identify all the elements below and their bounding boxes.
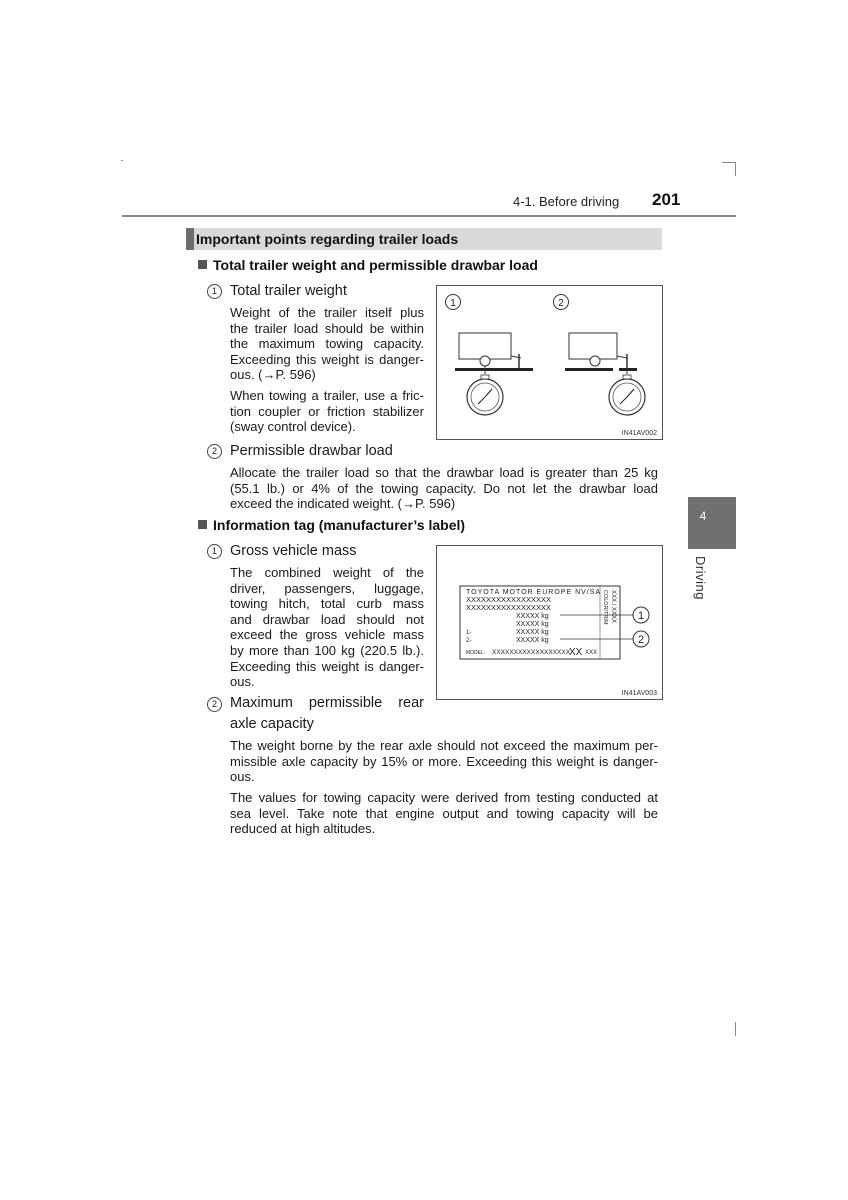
text-line: reduced at high altitudes. [230, 821, 376, 837]
callout-1: 1 [637, 610, 645, 622]
subsection-heading [198, 257, 538, 273]
square-bullet-icon [198, 260, 207, 269]
text-line: ous. [230, 674, 255, 690]
label-text: MODEL: [466, 650, 486, 656]
text-line: and drawbar load should not [230, 611, 424, 627]
subsection-heading-text: Total trailer weight and permissible drawbar load [213, 257, 538, 273]
text-line: exceed the indicated weight. (→P. 596) [230, 496, 456, 512]
item-description [230, 305, 424, 383]
subsection-heading [198, 517, 465, 533]
text-line: sea level. Take note that engine output and towing capacity will be [230, 805, 658, 821]
item-heading [207, 695, 425, 732]
item-title-continued: axle capacity [230, 716, 314, 732]
closing-paragraph [230, 790, 658, 837]
label-text: XX [569, 647, 583, 658]
trailer-diagram-svg [437, 286, 662, 439]
manufacturer-label-svg [437, 546, 662, 699]
label-text: COLOR/TRIM [602, 590, 608, 625]
circled-number-icon: 2 [207, 444, 222, 459]
text-line: ous. [230, 769, 255, 785]
drawbar-on-scale-icon [565, 333, 645, 415]
label-text: XXXXX kg [516, 637, 549, 644]
circled-number-icon: 2 [207, 697, 222, 712]
item-description [230, 738, 658, 785]
text-line: (55.1 lb.) or 4% of the towing capacity. Do not let the drawbar load [230, 480, 658, 496]
trailer-on-scale-icon [455, 333, 533, 415]
label-text: XXXXX kg [516, 629, 549, 636]
text-line: by more than 100 kg (220.5 lb.). [230, 642, 424, 658]
running-header-section: 4-1. Before driving [513, 194, 620, 209]
text-line: ous. (→P. 596) [230, 367, 316, 383]
item-description [230, 565, 424, 690]
text-line: the maximum towing capacity. [230, 336, 424, 352]
text-line: Weight of the trailer itself plus [230, 305, 424, 320]
text-line: When towing a trailer, use a fric- [230, 388, 424, 403]
text-line: the trailer load should be within [230, 320, 424, 336]
figure-code: IN41AV002 [621, 430, 657, 437]
item-description [230, 465, 658, 512]
manufacturer-label-figure [436, 545, 663, 700]
label-text: TOYOTA MOTOR EUROPE NV/SA [466, 589, 602, 596]
chapter-tab-number: 4 [699, 509, 707, 523]
page-number: 201 [652, 190, 681, 209]
label-text: XXXXXXXXXXXXXXXXXX [492, 649, 571, 656]
text-line: (sway control device). [230, 419, 356, 435]
text-line: The values for towing capacity were derived from testing conducted at [230, 790, 658, 805]
item-heading [207, 542, 357, 560]
item-heading [207, 282, 347, 300]
callout-2: 2 [637, 634, 645, 646]
circled-number-icon: 1 [207, 284, 222, 299]
label-text: XXX [585, 650, 598, 656]
text-line: Exceeding this weight is danger- [230, 658, 424, 674]
label-text: XXXXX kg [516, 613, 549, 620]
label-text: XXX / XXXX [610, 590, 616, 624]
item-title: Permissible drawbar load [230, 443, 393, 459]
figure-label-1: 1 [450, 298, 456, 309]
text-line: towing hitch, total curb mass [230, 596, 424, 612]
crop-mark [735, 162, 736, 176]
figure-label-2: 2 [558, 298, 564, 309]
subsection-heading-text: Information tag (manufacturer’s label) [213, 517, 466, 533]
text-line: The weight borne by the rear axle should not exceed the maximum per- [230, 738, 658, 753]
item-title: Total trailer weight [230, 283, 347, 299]
text-line: The combined weight of the [230, 565, 424, 580]
label-text: 2- [466, 638, 472, 644]
crop-mark [121, 160, 123, 161]
item-title: Maximum permissible rear [230, 695, 424, 711]
crop-mark [722, 162, 736, 163]
item-heading [207, 442, 393, 460]
section-title: Important points regarding trailer loads [196, 231, 459, 247]
text-line: driver, passengers, luggage, [230, 580, 424, 596]
item-title: Gross vehicle mass [230, 543, 357, 559]
text-line: Allocate the trailer load so that the drawbar load is greater than 25 kg [230, 465, 658, 480]
text-line: tion coupler or friction stabilizer [230, 403, 424, 419]
figure-code: IN41AV003 [621, 690, 657, 697]
crop-mark [735, 1022, 736, 1036]
item-note [230, 388, 424, 435]
header-rule [122, 215, 736, 217]
text-line: exceed the gross vehicle mass [230, 627, 424, 643]
text-line: missible axle capacity by 15% or more. Exceeding this weight is danger- [230, 753, 658, 769]
label-text: 1- [466, 630, 472, 636]
label-text: XXXXXXXXXXXXXXXXX [466, 603, 552, 612]
chapter-tab [688, 497, 736, 549]
label-text: XXXXXXXXXXXXXXXXX [466, 595, 552, 604]
label-text: XXXXX kg [516, 621, 549, 628]
circled-number-icon: 1 [207, 544, 222, 559]
text-line: Exceeding this weight is danger- [230, 351, 424, 367]
trailer-weight-figure [436, 285, 663, 440]
chapter-tab-label: Driving [693, 556, 708, 600]
square-bullet-icon [198, 520, 207, 529]
